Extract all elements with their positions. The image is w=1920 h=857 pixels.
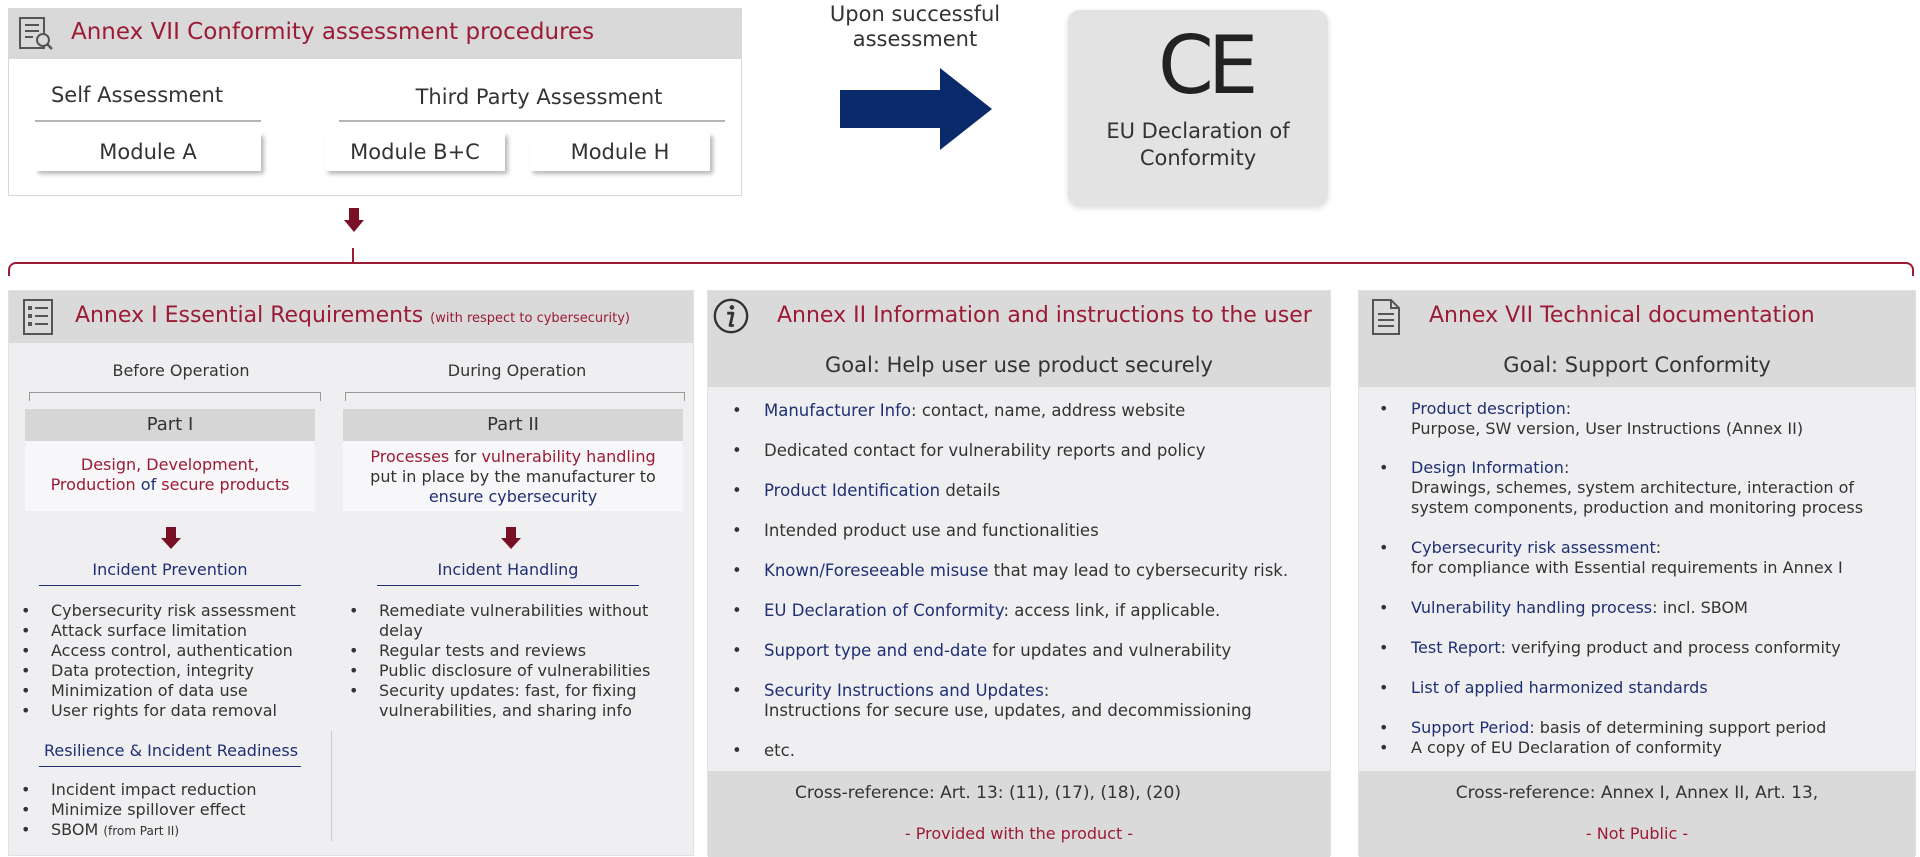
conformity-procedures-title: Annex VII Conformity assessment procedures (71, 19, 595, 45)
list-item: • List of applied harmonized standards (1379, 678, 1708, 697)
handling-item: vulnerabilities, and sharing info (379, 701, 632, 720)
product-description-head: Product description (1411, 399, 1566, 418)
sbom-note: (from Part II) (103, 824, 180, 838)
third-party-rule (339, 120, 725, 122)
incident-prevention-list (21, 601, 331, 721)
handling-item: Remediate vulnerabilities without (379, 601, 649, 620)
item-highlight: Manufacturer Info (764, 401, 912, 420)
item-text: etc. (764, 741, 795, 760)
item-highlight: Security Instructions and Updates (764, 681, 1044, 700)
part-1-box: Part I (25, 409, 315, 441)
harmonized-standards: List of applied harmonized standards (1411, 678, 1708, 697)
eu-declaration-line-1: EU Declaration of (1106, 119, 1290, 143)
test-report-text: : verifying product and process conformity (1500, 638, 1841, 657)
resilience-item: Minimize spillover effect (51, 800, 246, 819)
list-item: • Dedicated contact for vulnerability reports and policy (732, 441, 1206, 460)
upon-line-1: Upon successful (829, 2, 1001, 26)
before-bracket (29, 392, 321, 401)
prevention-item: User rights for data removal (51, 701, 277, 720)
list-item-continued (349, 621, 689, 641)
annex-7-header (1359, 291, 1915, 343)
part-2-desc-line-1 (343, 447, 683, 467)
annex-7-not-public-note: - Not Public - (1585, 824, 1689, 843)
before-operation-label: Before Operation (112, 361, 250, 380)
list-item: • Data protection, integrity (21, 661, 254, 680)
list-item: • Product description: Purpose, SW version, User Instructions (Annex II) (1379, 399, 1804, 438)
part-1-desc-line-1: Design, Development, (80, 455, 260, 474)
down-arrow-icon (161, 527, 181, 549)
resilience-heading: Resilience & Incident Readiness (43, 741, 299, 760)
design-information-colon: : (1563, 458, 1570, 477)
list-item: • Known/Foreseeable misuse that may lead to cybersecurity risk. (732, 561, 1289, 580)
prevention-item: Attack surface limitation (51, 621, 248, 640)
eu-declaration-box (1068, 10, 1328, 206)
annex-2-list (732, 401, 1322, 765)
annex-2-provided-note: - Provided with the product - (904, 824, 1134, 843)
third-party-label: Third Party Assessment (415, 85, 663, 109)
list-item: • Product Identification details (732, 481, 1001, 500)
item-text: Dedicated contact for vulnerability reports and policy (764, 441, 1206, 460)
conformity-procedures-header (9, 9, 741, 59)
list-item: • Vulnerability handling process: incl. SBOM (1379, 598, 1748, 617)
part-2-desc-line-2: put in place by the manufacturer to (370, 467, 656, 486)
checklist-search-icon (17, 15, 55, 53)
part-2-description (343, 441, 683, 511)
annex-2-header (708, 291, 1330, 343)
product-description-colon: : (1565, 399, 1572, 418)
support-period-head: Support Period (1411, 718, 1530, 737)
item-highlight: Known/Foreseeable misuse (764, 561, 989, 580)
annex-7-goal: Goal: Support Conformity (1359, 343, 1915, 387)
list-item: • Manufacturer Info: contact, name, address website (732, 401, 1186, 420)
eu-declaration-copy: A copy of EU Declaration of conformity (1411, 738, 1722, 757)
part-1-description (25, 441, 315, 511)
annex-2-cross-reference: Cross-reference: Art. 13: (11), (17), (18), (20) (795, 783, 1181, 803)
list-item: • Security Instructions and Updates: Instructions for secure use, updates, and decommissioning (732, 681, 1252, 720)
list-item: • Intended product use and functionalities (732, 521, 1099, 540)
item-text: that may lead to cybersecurity risk. (988, 561, 1289, 580)
annex-7-list (1379, 399, 1909, 758)
product-description-body: Purpose, SW version, User Instructions (Annex II) (1411, 419, 1804, 438)
risk-assessment-head: Cybersecurity risk assessment (1411, 538, 1656, 557)
part-1-desc-of: of (135, 475, 162, 494)
part-1-desc-secure: secure products (161, 475, 290, 494)
part-2-desc-processes: Processes (370, 447, 450, 466)
list-item: • Design Information: Drawings, schemes, system architecture, interaction of system components, production and monitoring process (1379, 458, 1864, 517)
list-item: • SBOM (from Part II) (21, 820, 180, 839)
list-item: • Attack surface limitation (21, 621, 248, 640)
part-2-desc-line-3: ensure cybersecurity (428, 487, 598, 506)
annex-1-title-note: (with respect to cybersecurity) (430, 311, 630, 326)
list-item: • Test Report: verifying product and process conformity (1379, 638, 1841, 657)
resilience-rule (39, 766, 301, 767)
item-text: details (940, 481, 1001, 500)
incident-handling-rule (377, 585, 639, 586)
list-item: • Cybersecurity risk assessment (21, 601, 296, 620)
resilience-item: SBOM (51, 820, 99, 839)
item-highlight: Support type and end-date (764, 641, 988, 660)
list-item: • etc. (732, 741, 795, 760)
list-item: • Access control, authentication (21, 641, 293, 660)
part-1-desc-line-2 (25, 475, 315, 495)
part-2-desc-vuln: vulnerability handling (481, 447, 656, 466)
incident-prevention-heading: Incident Prevention (92, 560, 248, 579)
item-text: Intended product use and functionalities (764, 521, 1099, 540)
handling-item: delay (379, 621, 423, 640)
handling-item: Public disclosure of vulnerabilities (379, 661, 651, 680)
eu-declaration-line-2: Conformity (1139, 146, 1257, 170)
self-assessment-rule (35, 120, 261, 122)
design-information-body-1: Drawings, schemes, system architecture, interaction of (1411, 478, 1855, 497)
annex-1-panel (8, 290, 694, 856)
part-2-box: Part II (343, 409, 683, 441)
column-divider (331, 731, 332, 841)
list-item-continued (349, 701, 689, 721)
prevention-item: Data protection, integrity (51, 661, 254, 680)
self-assessment-label: Self Assessment (50, 83, 224, 107)
resilience-list (21, 780, 331, 841)
module-bc-box: Module B+C (325, 133, 505, 171)
annex-2-panel (707, 290, 1331, 856)
item-text: for updates and vulnerability (987, 641, 1232, 660)
during-operation-label: During Operation (447, 361, 587, 380)
upon-successful-text (810, 2, 1020, 52)
list-item: • User rights for data removal (21, 701, 277, 720)
list-item: • A copy of EU Declaration of conformity (1379, 738, 1722, 757)
ce-mark: CE (1158, 19, 1253, 112)
down-arrow-icon (344, 208, 364, 232)
annex-1-title-row (75, 303, 630, 328)
conformity-procedures-box (8, 8, 742, 196)
upon-line-2: assessment (852, 27, 978, 51)
handling-item: Security updates: fast, for fixing (379, 681, 637, 700)
annex-7-title: Annex VII Technical documentation (1429, 303, 1815, 328)
list-item: • Public disclosure of vulnerabilities (349, 661, 651, 680)
bracket-stem (352, 248, 354, 262)
during-bracket (345, 392, 685, 401)
annex-2-title: Annex II Information and instructions to the user (777, 303, 1312, 328)
item-highlight: Product Identification (764, 481, 941, 500)
risk-assessment-colon: : (1655, 538, 1662, 557)
list-item: • Minimization of data use (21, 681, 248, 700)
list-item: • Support Period: basis of determining support period (1379, 718, 1827, 737)
list-item: • Incident impact reduction (21, 780, 257, 799)
part-2-desc-for: for (449, 447, 482, 466)
prevention-item: Cybersecurity risk assessment (51, 601, 296, 620)
annex-1-header (9, 291, 693, 343)
list-item: • Cybersecurity risk assessment: for compliance with Essential requirements in Annex I (1379, 538, 1843, 577)
design-information-body-2: system components, production and monitoring process (1411, 498, 1864, 517)
test-report-head: Test Report (1411, 638, 1501, 657)
checklist-icon (19, 298, 57, 336)
incident-prevention-rule (39, 585, 301, 586)
part-1-desc-production: Production (50, 475, 136, 494)
list-item: • Minimize spillover effect (21, 800, 246, 819)
incident-handling-heading: Incident Handling (437, 560, 579, 579)
eu-declaration-label (1068, 118, 1328, 172)
bracket-line (8, 262, 1914, 276)
annex-7-cross-reference: Cross-reference: Annex I, Annex II, Art. 13, (1455, 783, 1819, 803)
resilience-item: Incident impact reduction (51, 780, 257, 799)
annex-2-goal: Goal: Help user use product securely (708, 343, 1330, 387)
list-item: • Support type and end-date for updates and vulnerability (732, 641, 1232, 660)
list-item: • Remediate vulnerabilities without (349, 601, 649, 620)
vulnerability-handling-head: Vulnerability handling process (1411, 598, 1653, 617)
module-a-box: Module A (35, 133, 261, 171)
list-item: • EU Declaration of Conformity: access link, if applicable. (732, 601, 1221, 620)
item-text: : contact, name, address website (911, 401, 1186, 420)
vulnerability-handling-text: : incl. SBOM (1652, 598, 1748, 617)
incident-handling-list (349, 601, 689, 721)
down-arrow-icon (501, 527, 521, 549)
handling-item: Regular tests and reviews (379, 641, 587, 660)
right-arrow-icon (840, 68, 992, 150)
item-highlight: EU Declaration of Conformity (764, 601, 1004, 620)
document-icon (1367, 298, 1405, 336)
list-item: • Regular tests and reviews (349, 641, 587, 660)
item-text: : access link, if applicable. (1003, 601, 1221, 620)
prevention-item: Minimization of data use (51, 681, 248, 700)
annex-7-panel (1358, 290, 1916, 856)
list-item: • Security updates: fast, for fixing (349, 681, 637, 700)
prevention-item: Access control, authentication (51, 641, 293, 660)
info-icon (712, 297, 750, 335)
design-information-head: Design Information (1411, 458, 1564, 477)
security-instructions-detail: Instructions for secure use, updates, and decommissioning (764, 701, 1252, 720)
support-period-text: : basis of determining support period (1529, 718, 1827, 737)
module-h-box: Module H (530, 133, 710, 171)
risk-assessment-body: for compliance with Essential requirements in Annex I (1411, 558, 1843, 577)
item-text: : (1043, 681, 1050, 700)
annex-1-title: Annex I Essential Requirements (75, 303, 424, 328)
